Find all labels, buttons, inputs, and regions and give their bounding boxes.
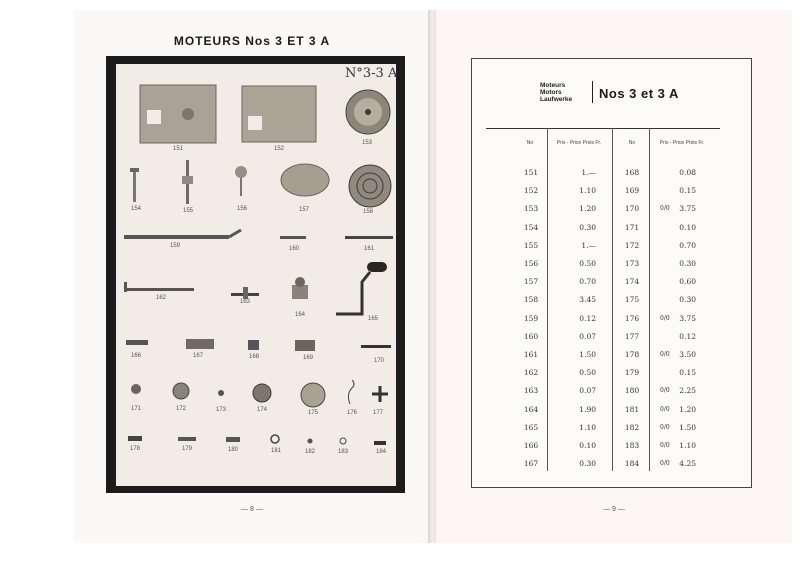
row-price-left: 0.12 — [579, 313, 596, 323]
row-price-left: 1.50 — [579, 350, 596, 359]
row-price-right: 0.30 — [679, 295, 696, 305]
col-head-price-left: Prix - Price Preis Fr. — [556, 140, 602, 146]
row-no-left: 165 — [523, 422, 539, 432]
right-page-title: Nos 3 et 3 A — [599, 86, 679, 101]
table-top-rule — [486, 128, 720, 129]
header-name-en: Motors — [540, 89, 562, 96]
part-label-166: 166 — [130, 353, 141, 359]
row-no-left: 162 — [523, 368, 539, 378]
row-price-right: 0.60 — [679, 277, 696, 287]
part-label-164: 164 — [294, 312, 305, 318]
row-price-right: 1.10 — [679, 441, 696, 450]
part-label-155: 155 — [182, 208, 193, 214]
part-label-167: 167 — [192, 353, 203, 359]
part-label-154: 154 — [130, 206, 141, 212]
part-label-179: 179 — [181, 446, 192, 452]
row-no-left: 158 — [523, 295, 539, 305]
row-price-left: 1.10 — [579, 186, 596, 196]
row-price-left: 1.— — [581, 168, 596, 177]
plate-tag: N°3-3 A — [345, 66, 398, 81]
row-price-left: 0.70 — [579, 277, 596, 287]
header-name-de: Laufwerke — [540, 96, 573, 103]
row-no-right: 172 — [624, 240, 640, 250]
row-no-left: 153 — [523, 204, 539, 214]
part-label-153: 153 — [361, 140, 372, 146]
col-head-price-right: Prix - Price Preis Fr. — [659, 140, 705, 146]
col-head-no-right: No — [628, 140, 636, 146]
row-price-right: 0.15 — [679, 186, 696, 196]
part-label-174: 174 — [256, 407, 267, 413]
header-name-fr: Moteurs — [540, 82, 566, 89]
row-no-left: 167 — [523, 459, 539, 469]
row-price-left: 0.50 — [579, 368, 596, 378]
part-label-172: 172 — [175, 406, 186, 412]
row-price-left: 0.07 — [579, 386, 596, 396]
row-price-right: 3.50 — [679, 350, 696, 359]
row-price-right: 0.30 — [679, 259, 696, 268]
col-divider-2 — [649, 128, 650, 471]
part-label-152: 152 — [273, 146, 284, 152]
row-mark-right: 0/0 — [660, 387, 670, 395]
row-price-left: 0.07 — [579, 331, 596, 341]
left-page-title: MOTEURS Nos 3 ET 3 A — [173, 34, 331, 48]
row-no-right: 181 — [624, 404, 640, 414]
part-label-171: 171 — [130, 406, 141, 412]
header-divider — [592, 81, 593, 103]
part-label-151: 151 — [172, 146, 183, 152]
row-price-right: 3.75 — [679, 313, 696, 323]
col-head-no-left: No — [526, 140, 534, 146]
part-label-178: 178 — [129, 446, 140, 452]
row-price-right: 2.25 — [679, 386, 696, 396]
row-price-left: 1.— — [581, 240, 596, 250]
row-no-left: 163 — [523, 386, 539, 396]
row-mark-right: 0/0 — [660, 405, 670, 413]
row-no-right: 179 — [624, 368, 640, 378]
row-no-left: 159 — [523, 313, 539, 323]
part-label-177: 177 — [372, 410, 383, 416]
part-label-175: 175 — [307, 410, 318, 416]
part-label-170: 170 — [373, 358, 384, 364]
col-divider-center — [612, 128, 613, 471]
part-label-156: 156 — [236, 206, 247, 212]
row-no-left: 160 — [523, 331, 539, 341]
row-mark-right: 0/0 — [660, 460, 670, 468]
part-label-157: 157 — [298, 207, 309, 213]
part-label-183: 183 — [337, 449, 348, 455]
part-label-159: 159 — [169, 243, 180, 249]
row-price-right: 3.75 — [679, 204, 696, 214]
row-mark-right: 0/0 — [660, 423, 670, 431]
row-mark-right: 0/0 — [660, 205, 670, 213]
row-mark-right: 0/0 — [660, 351, 670, 358]
row-no-right: 171 — [624, 222, 640, 232]
row-no-right: 178 — [624, 350, 640, 359]
row-no-left: 152 — [523, 186, 539, 196]
row-no-right: 183 — [624, 441, 640, 450]
part-label-184: 184 — [375, 449, 386, 455]
row-no-right: 174 — [624, 277, 640, 287]
part-label-160: 160 — [288, 246, 299, 252]
row-no-left: 156 — [523, 259, 539, 268]
row-mark-right: 0/0 — [660, 442, 670, 449]
row-no-right: 176 — [624, 313, 640, 323]
row-no-right: 184 — [624, 459, 640, 469]
right-page-number: — 9 — — [603, 506, 625, 513]
row-no-right: 177 — [624, 331, 640, 341]
row-price-right: 0.12 — [679, 331, 696, 341]
row-no-right: 180 — [624, 386, 640, 396]
part-label-162: 162 — [155, 295, 166, 301]
row-price-left: 3.45 — [579, 295, 596, 305]
row-price-left: 0.10 — [579, 441, 596, 450]
row-no-left: 166 — [523, 441, 539, 450]
parts-plate — [116, 64, 396, 486]
part-label-180: 180 — [227, 447, 238, 453]
row-no-right: 168 — [624, 168, 640, 177]
row-price-right: 1.20 — [679, 404, 696, 414]
part-label-158: 158 — [362, 209, 373, 215]
row-price-left: 0.30 — [579, 222, 596, 232]
part-label-165: 165 — [367, 316, 378, 322]
row-price-left: 1.20 — [579, 204, 596, 214]
part-label-168: 168 — [248, 354, 259, 360]
row-no-right: 173 — [624, 259, 640, 268]
part-label-182: 182 — [304, 449, 315, 455]
part-label-163: 163 — [239, 299, 250, 305]
row-no-right: 182 — [624, 422, 640, 432]
row-no-left: 155 — [523, 240, 539, 250]
row-price-right: 4.25 — [679, 459, 696, 469]
part-label-176: 176 — [346, 410, 357, 416]
row-price-left: 0.30 — [579, 459, 596, 469]
row-no-left: 157 — [523, 277, 539, 287]
row-no-left: 164 — [523, 404, 539, 414]
part-label-161: 161 — [363, 246, 374, 252]
row-price-right: 0.15 — [679, 368, 696, 378]
row-price-right: 0.08 — [679, 168, 696, 177]
part-label-181: 181 — [270, 448, 281, 454]
part-label-169: 169 — [302, 355, 313, 361]
row-price-right: 1.50 — [679, 422, 696, 432]
left-page-number: — 8 — — [241, 506, 263, 513]
header-names — [540, 82, 572, 103]
row-no-right: 169 — [624, 186, 640, 196]
row-no-left: 161 — [523, 350, 539, 359]
row-no-right: 175 — [624, 295, 640, 305]
row-price-left: 1.10 — [579, 422, 596, 432]
row-price-left: 0.50 — [579, 259, 596, 268]
row-price-right: 0.70 — [679, 240, 696, 250]
col-divider-1 — [547, 128, 548, 471]
part-label-173: 173 — [215, 407, 226, 413]
row-no-left: 151 — [523, 168, 539, 177]
row-no-right: 170 — [624, 204, 640, 214]
row-no-left: 154 — [523, 222, 539, 232]
row-mark-right: 0/0 — [660, 314, 670, 322]
row-price-right: 0.10 — [679, 222, 696, 232]
row-price-left: 1.90 — [579, 404, 596, 414]
